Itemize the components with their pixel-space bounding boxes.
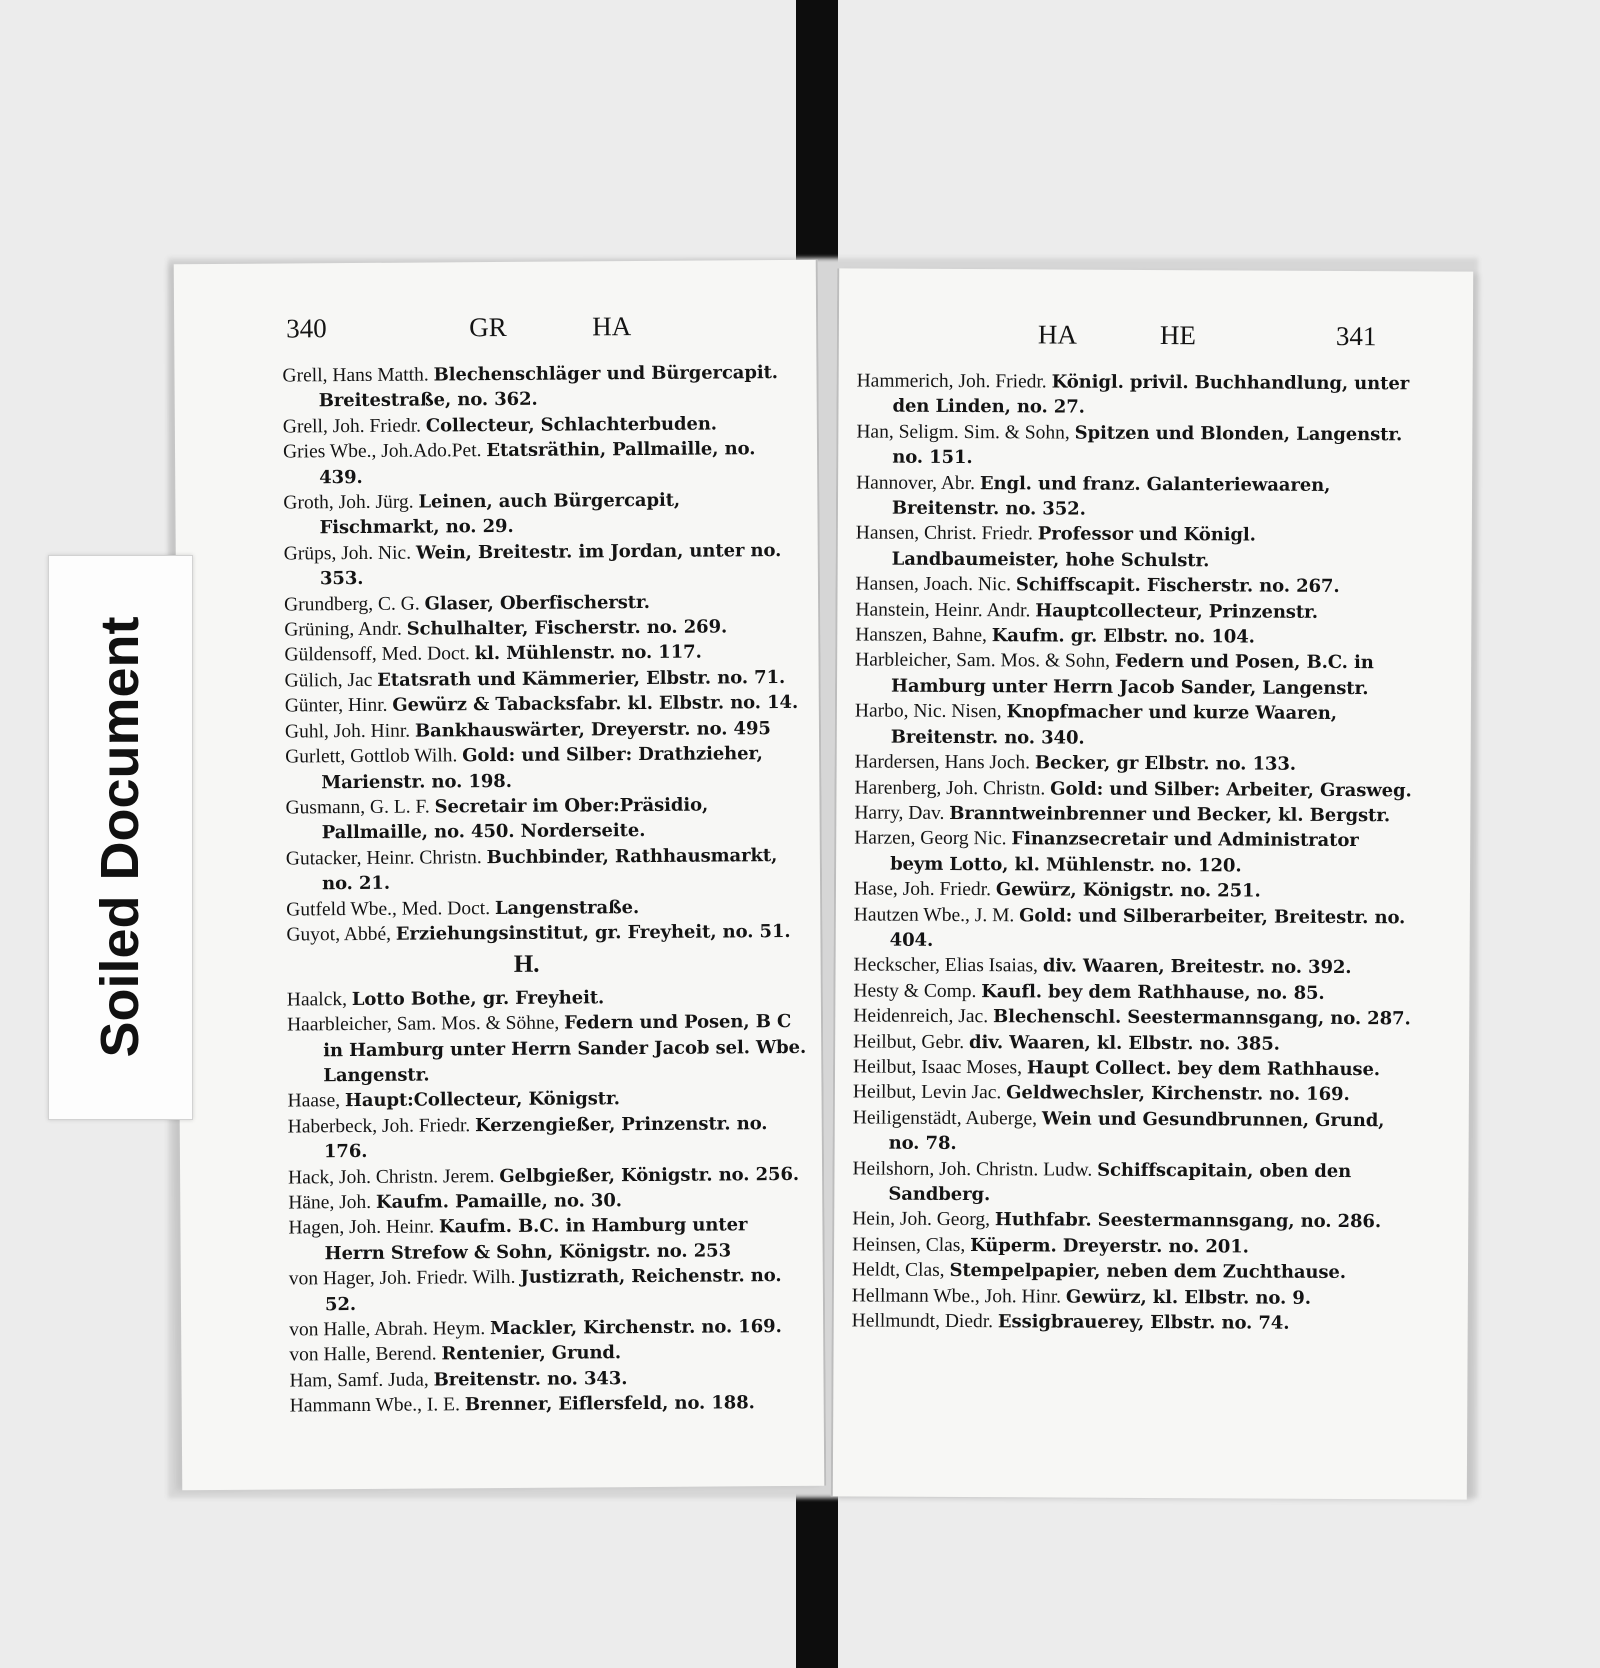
directory-entry (856, 419, 1416, 473)
entry-details: Kaufm. B.C. in Hamburg unter Herrn Strefow & Sohn, Königstr. no. 253 (324, 1214, 748, 1265)
directory-entry (285, 665, 805, 694)
entry-name: Heldt, Clas, (851, 1259, 945, 1282)
directory-entry (285, 690, 805, 719)
entry-details: Langenstraße. (494, 896, 640, 919)
entry-details: Buchbinder, Rathhausmarkt, no. 21. (321, 844, 778, 895)
directory-entry (283, 436, 803, 490)
directory-entry (284, 589, 804, 618)
right-header-guide-word-2: HE (1159, 320, 1196, 351)
entry-details: Leinen, auch Bürgercapit, Fischmarkt, no. 29. (319, 489, 681, 539)
right-page-entries (852, 368, 1417, 1336)
binding-strip-bottom (796, 1470, 838, 1668)
entry-details: Etatsrath und Kämmerier, Elbstr. no. 71. (377, 666, 786, 691)
directory-entry (853, 1105, 1413, 1159)
entry-details: Bankhauswärter, Dreyerstr. no. 495 (414, 717, 771, 742)
entry-name: Gutacker, Heinr. Christn. (285, 846, 482, 870)
entry-name: Haberbeck, Joh. Friedr. (287, 1114, 471, 1138)
directory-entry (286, 843, 806, 897)
entry-name: Harry, Dav. (854, 802, 945, 824)
directory-entry (290, 1390, 810, 1419)
directory-entry (852, 1283, 1412, 1311)
right-entries-list (852, 368, 1417, 1336)
left-entries-after-section (287, 984, 810, 1420)
entry-details: Kaufm. Pamaille, no. 30. (375, 1190, 622, 1213)
directory-entry (855, 623, 1415, 651)
entry-name: Heinsen, Clas, (852, 1234, 966, 1256)
directory-entry (289, 1339, 809, 1368)
directory-entry (855, 750, 1415, 778)
entry-name: Hansen, Joach. Nic. (855, 573, 1012, 596)
entry-details: Erziehungsinstitut, gr. Freyheit, no. 51. (395, 920, 791, 945)
entry-name: Heckscher, Elias Isaias, (853, 954, 1039, 977)
entry-details: Brenner, Eiflersfeld, no. 188. (464, 1392, 755, 1416)
entry-details: Federn und Posen, B.C. in Hamburg unter Herrn Jacob Sander, Langenstr. (890, 651, 1374, 700)
directory-entry (286, 893, 806, 922)
entry-name: Grüning, Andr. (284, 618, 402, 641)
entry-name: Hammerich, Joh. Friedr. (856, 370, 1047, 393)
directory-entry (854, 902, 1414, 956)
entry-details: Schulhalter, Fischerstr. no. 269. (406, 616, 728, 640)
entry-details: Haupt:Collecteur, Königstr. (344, 1088, 620, 1112)
directory-entry (853, 1029, 1413, 1057)
entry-details: Professor und Königl. Landbaumeister, hohe Schulstr. (891, 523, 1256, 572)
directory-entry (852, 1232, 1412, 1260)
directory-entry (854, 953, 1414, 981)
entry-name: Hein, Joh. Georg, (852, 1208, 991, 1231)
directory-entry (283, 411, 803, 440)
entry-name: Harenberg, Joh. Christn. (854, 776, 1046, 799)
entry-details: Huthfabr. Seestermannsgang, no. 286. (994, 1209, 1382, 1233)
directory-entry (855, 572, 1415, 600)
entry-name: Hautzen Wbe., J. M. (853, 903, 1015, 926)
entry-name: Gutfeld Wbe., Med. Doct. (286, 897, 491, 921)
directory-entry (855, 597, 1415, 625)
left-page-entries (282, 360, 809, 1419)
directory-entry (853, 1080, 1413, 1108)
soiled-document-label-card (48, 555, 193, 1120)
directory-entry (856, 368, 1416, 422)
entry-details: Federn und Posen, B C in Hamburg unter Herrn Sander Jacob sel. Wbe. Langenstr. (323, 1011, 807, 1087)
entry-name: Hammann Wbe., I. E. (289, 1394, 460, 1417)
directory-entry (289, 1263, 809, 1317)
entry-name: Hanstein, Heinr. Andr. (855, 599, 1031, 622)
entry-details: Königl. privil. Buchhandlung, unter den Linden, no. 27. (892, 371, 1410, 419)
entry-name: Hase, Joh. Friedr. (853, 878, 992, 901)
entry-details: Gewürz & Tabacksfabr. kl. Elbstr. no. 14. (392, 692, 799, 717)
directory-entry (287, 1085, 807, 1114)
entry-name: Heilshorn, Joh. Christn. Ludw. (852, 1158, 1093, 1181)
left-header-guide-word-1: GR (469, 311, 507, 343)
entry-details: Blechenschläger und Bürgercapit. Breitestraße, no. 362. (318, 362, 779, 412)
entry-details: Gold: und Silber: Drathzieher, Marienstr. no. 198. (321, 743, 763, 793)
directory-entry (855, 648, 1415, 702)
entry-name: Groth, Joh. Jürg. (283, 491, 414, 514)
entry-name: Haarbleicher, Sam. Mos. & Söhne, (286, 1012, 560, 1036)
entry-name: Haalck, (286, 988, 348, 1011)
entry-name: Hack, Joh. Christn. Jerem. (288, 1165, 495, 1189)
entry-name: Heilbut, Levin Jac. (852, 1081, 1002, 1104)
directory-entry (856, 470, 1416, 524)
right-header-guide-word-1: HA (1037, 319, 1077, 350)
directory-entry (288, 1187, 808, 1216)
directory-entry (852, 1156, 1412, 1210)
entry-name: Heilbut, Isaac Moses, (852, 1056, 1023, 1079)
entry-details: Gold: und Silber: Arbeiter, Grasweg. (1050, 777, 1412, 801)
entry-details: Schiffscapitain, oben den Sandberg. (888, 1159, 1352, 1206)
entry-name: Grundberg, C. G. (284, 593, 420, 616)
entry-name: Hellmann Wbe., Joh. Hinr. (851, 1285, 1062, 1308)
entry-details: Hauptcollecteur, Prinzenstr. (1035, 600, 1319, 623)
entry-name: Grüps, Joh. Nic. (283, 542, 412, 565)
entry-details: div. Waaren, Breitestr. no. 392. (1042, 955, 1352, 979)
entry-details: Blechenschl. Seestermannsgang, no. 287. (992, 1006, 1411, 1030)
entry-name: Hesty & Comp. (853, 980, 977, 1002)
entry-name: Han, Seligm. Sim. & Sohn, (856, 421, 1070, 444)
left-header-guide-word-2: HA (592, 311, 632, 342)
entry-details: Breitenstr. no. 343. (433, 1367, 628, 1391)
directory-entry (287, 984, 807, 1013)
directory-entry (284, 639, 804, 668)
entry-name: Güldensoff, Med. Doct. (284, 643, 470, 666)
entry-name: Gurlett, Gottlob Wilh. (285, 745, 458, 768)
directory-entry (854, 800, 1414, 828)
left-page-number: 340 (286, 313, 327, 344)
entry-name: Hannover, Abr. (856, 472, 976, 494)
entry-details: kl. Mühlenstr. no. 117. (474, 642, 702, 665)
entry-details: Spitzen und Blonden, Langenstr. no. 151. (892, 422, 1403, 469)
entry-details: Becker, gr Elbstr. no. 133. (1034, 752, 1297, 775)
directory-entry (855, 699, 1415, 753)
soiled-document-label: Soiled Document (90, 616, 150, 1058)
binding-strip-top (796, 0, 838, 275)
section-letter: H. (513, 951, 540, 979)
entry-name: Harzen, Georg Nic. (854, 827, 1007, 850)
right-page (831, 268, 1473, 1499)
entry-details: Branntweinbrenner und Becker, kl. Bergstr. (949, 802, 1391, 827)
entry-details: Mackler, Kirchenstr. no. 169. (490, 1316, 782, 1340)
entry-details: Geldwechsler, Kirchenstr. no. 169. (1006, 1082, 1350, 1106)
entry-details: Wein, Breitestr. im Jordan, unter no. 353. (319, 539, 782, 590)
directory-entry (852, 1258, 1412, 1286)
directory-entry (289, 1314, 809, 1343)
directory-entry (853, 1054, 1413, 1082)
directory-entry (285, 716, 805, 745)
right-page-header (839, 318, 1473, 357)
entry-name: Ham, Samf. Juda, (289, 1369, 429, 1392)
entry-name: Grell, Joh. Friedr. (282, 415, 422, 438)
entry-details: Gold: und Silberarbeiter, Breitestr. no. 404. (889, 904, 1406, 951)
entry-name: Haase, (287, 1090, 341, 1112)
directory-entry (288, 1212, 808, 1266)
directory-entry (854, 877, 1414, 905)
entry-details: Essigbrauerey, Elbstr. no. 74. (997, 1311, 1290, 1334)
entry-name: Hansen, Christ. Friedr. (855, 522, 1033, 545)
entry-name: Harbleicher, Sam. Mos. & Sohn, (855, 649, 1111, 673)
directory-entry (288, 1111, 808, 1165)
entry-details: Justizrath, Reichenstr. no. 52. (324, 1265, 782, 1315)
entry-name: Günter, Hinr. (284, 695, 388, 717)
right-page-number: 341 (1335, 320, 1377, 352)
entry-details: Kaufl. bey dem Rathhause, no. 85. (981, 980, 1325, 1004)
entry-name: von Halle, Abrah. Heym. (289, 1318, 486, 1341)
directory-entry (288, 1161, 808, 1190)
left-page-header (174, 310, 816, 350)
entry-name: Hardersen, Hans Joch. (854, 751, 1031, 774)
entry-name: Hanszen, Bahne, (855, 624, 987, 647)
entry-name: Heiligenstädt, Auberge, (852, 1107, 1038, 1130)
entry-name: Grell, Hans Matth. (282, 364, 429, 387)
entry-details: Rentenier, Grund. (441, 1342, 622, 1365)
directory-entry (856, 521, 1416, 575)
entry-name: Heilbut, Gebr. (853, 1031, 965, 1053)
entry-details: Etatsräthin, Pallmaille, no. 439. (319, 438, 756, 488)
directory-entry (854, 775, 1414, 803)
directory-entry (285, 792, 805, 846)
entry-details: Secretair im Ober:Präsidio, Pallmaille, no. 450. Norderseite. (321, 794, 709, 844)
entry-details: Knopfmacher und kurze Waaren, Breitenstr. no. 340. (890, 701, 1337, 749)
entry-details: Lotto Bothe, gr. Freyheit. (351, 987, 605, 1010)
entry-name: Heidenreich, Jac. (853, 1005, 989, 1028)
entry-details: Gewürz, kl. Elbstr. no. 9. (1065, 1286, 1311, 1309)
entry-details: Gelbgießer, Königstr. no. 256. (499, 1163, 800, 1187)
entry-name: Guhl, Joh. Hinr. (284, 720, 411, 743)
directory-entry (853, 1004, 1413, 1032)
entry-details: Kerzengießer, Prinzenstr. no. 176. (323, 1112, 768, 1163)
directory-entry (287, 1009, 808, 1089)
directory-entry (853, 978, 1413, 1006)
entry-details: Engl. und franz. Galanteriewaaren, Breitenstr. no. 352. (891, 472, 1331, 520)
directory-entry (286, 919, 806, 948)
entry-details: Glaser, Oberfischerstr. (424, 591, 650, 615)
directory-entry (283, 487, 803, 541)
directory-entry (852, 1207, 1412, 1235)
entry-details: Gewürz, Königstr. no. 251. (995, 879, 1261, 902)
entry-details: Wein und Gesundbrunnen, Grund, no. 78. (888, 1108, 1385, 1155)
entry-details: div. Waaren, kl. Elbstr. no. 385. (969, 1031, 1280, 1055)
directory-entry (284, 538, 804, 592)
directory-entry (852, 1308, 1412, 1336)
directory-entry (289, 1365, 809, 1394)
left-entries-before-section (282, 360, 806, 948)
left-page (174, 260, 827, 1490)
directory-entry (285, 741, 805, 795)
directory-entry (854, 826, 1414, 880)
entry-details: Collecteur, Schlachterbuden. (425, 413, 718, 437)
entry-name: von Hager, Joh. Friedr. Wilh. (288, 1267, 516, 1290)
directory-entry (282, 360, 802, 414)
entry-details: Finanzsecretair und Administrator beym Lotto, kl. Mühlenstr. no. 120. (890, 828, 1359, 877)
entry-name: Harbo, Nic. Nisen, (854, 700, 1002, 723)
entry-details: Küperm. Dreyerstr. no. 201. (970, 1234, 1249, 1258)
entry-name: Hellmundt, Diedr. (851, 1310, 994, 1333)
entry-name: Gusmann, G. L. F. (285, 796, 430, 819)
entry-name: Hagen, Joh. Heinr. (288, 1216, 435, 1239)
entry-details: Haupt Collect. bey dem Rathhause. (1026, 1057, 1381, 1081)
entry-details: Kaufm. gr. Elbstr. no. 104. (991, 625, 1255, 648)
entry-name: von Halle, Berend. (289, 1343, 437, 1366)
entry-name: Häne, Joh. (288, 1191, 372, 1214)
entry-name: Gries Wbe., Joh.Ado.Pet. (282, 440, 482, 463)
entry-details: Stempelpapier, neben dem Zuchthause. (949, 1260, 1347, 1284)
entry-name: Gülich, Jac (284, 669, 373, 692)
directory-entry (284, 614, 804, 643)
entry-details: Schiffscapit. Fischerstr. no. 267. (1015, 574, 1340, 598)
entry-name: Guyot, Abbé, (286, 923, 392, 946)
